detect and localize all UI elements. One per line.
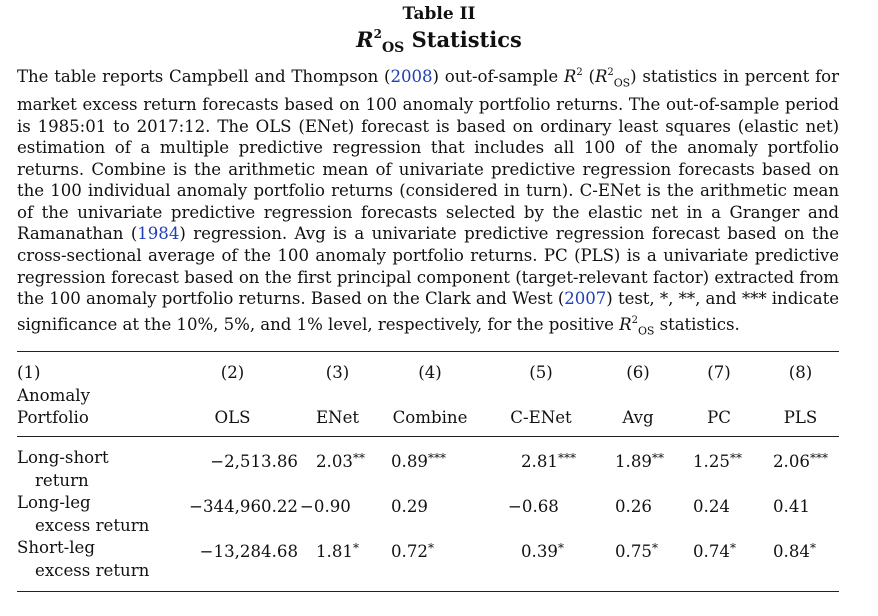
- caption-text: ) out-of-sample: [432, 67, 564, 86]
- r-squared-os-inline: $R^2_{OS}$: [619, 314, 655, 338]
- table-cell: 0.89***: [391, 451, 446, 471]
- column-number: (7): [707, 363, 731, 382]
- table-cell: 0.39*: [521, 541, 564, 561]
- column-header-c-enet: C-ENet: [510, 408, 572, 427]
- table-cell: −0.68: [508, 497, 559, 516]
- r-squared-os-inline: $R^2_{OS}$: [594, 67, 631, 90]
- table-title: [0, 27, 878, 56]
- table-row: [17, 492, 842, 537]
- table-cell: 0.41: [773, 497, 810, 516]
- table-cell: 2.06***: [773, 451, 828, 471]
- column-header-avg: Avg: [622, 408, 654, 427]
- table-cell: −2,513.86: [210, 452, 298, 471]
- table-label: Table II: [402, 4, 476, 24]
- table-cell: −13,284.68: [199, 542, 298, 561]
- stub-header-anomaly: Anomaly: [17, 385, 90, 405]
- statistics-table: [17, 351, 842, 582]
- stub-header-row: [17, 385, 842, 408]
- caption-text: ) statistics in percent for market excess return forecasts based on 100 anomaly portfolio returns. The out-of-sample period is 1985:01 to 2017:12. The OLS (ENet) forecast is based on ordinary least squares (elastic net) estimation of a multiple predictive regression that includes all 100 of the anomaly portfolio returns. Combine is the arithmetic mean of univariate predictive regression forecasts based on the 100 individual anomaly portfolio returns (considered in turn). C-ENet is the arithmetic mean of the univariate predictive regression forecasts selected by the elastic net in a Granger and Ramanathan (: [17, 67, 840, 244]
- row-label: Long-short return: [17, 448, 109, 490]
- title-subscript: OS: [381, 40, 405, 57]
- table-cell: 0.24: [693, 497, 730, 516]
- caption-text: ) test, *, **, and *** indicate significance at the 10%, 5%, and 1% level, respectively, for the positive: [17, 289, 839, 334]
- column-number: (3): [325, 363, 350, 382]
- column-header-enet: ENet: [315, 408, 360, 427]
- table-cell: 0.72*: [391, 541, 434, 561]
- table-cell: 1.25**: [693, 451, 742, 471]
- table-cell: 0.74*: [693, 541, 736, 561]
- table-bottom-rule: [17, 591, 839, 592]
- table-row: [17, 437, 842, 492]
- column-number: (2): [220, 363, 245, 382]
- column-header-pc: PC: [707, 408, 731, 427]
- table-cell: 0.75*: [615, 541, 658, 561]
- table-caption: [17, 62, 839, 342]
- table-cell: 0.26: [615, 497, 652, 516]
- table-row: [17, 537, 842, 582]
- column-number: (6): [626, 363, 650, 382]
- column-header-ols: OLS: [214, 408, 251, 427]
- column-header-combine: Combine: [392, 408, 468, 427]
- column-number: (8): [788, 363, 813, 382]
- table-cell: 1.89**: [615, 451, 664, 471]
- column-number-row: [17, 351, 842, 385]
- table-cell: 0.29: [391, 497, 428, 516]
- column-header-row: [17, 407, 842, 437]
- caption-text: (: [582, 67, 595, 86]
- row-label: Short-leg excess return: [17, 538, 150, 580]
- table-cell: −0.90: [300, 497, 351, 516]
- stub-header-portfolio: Portfolio: [17, 408, 89, 427]
- table-cell: 1.81*: [316, 541, 359, 561]
- r-squared-symbol: R: [356, 27, 374, 52]
- r-squared-inline: $R^2$: [563, 67, 583, 86]
- row-label: Long-leg excess return: [17, 493, 150, 535]
- caption-text: The table reports Campbell and Thompson (: [17, 67, 391, 86]
- caption-text: ) regression. Avg is a univariate predictive regression forecast based on the cross-sectional average of the 100 anomaly portfolio returns. PC (PLS) is a univariate predictive regression forecast based on the first principal component (target-relevant factor) extracted from the 100 anomaly portfolio returns. Based on the Clark and West (: [17, 224, 839, 309]
- citation-link-2007[interactable]: 2007: [564, 289, 607, 309]
- column-number: (5): [529, 363, 553, 382]
- table-header-rule: [17, 436, 839, 437]
- column-number: (4): [418, 363, 442, 382]
- table-cell: 0.84*: [773, 541, 816, 561]
- table-cell: −344,960.22: [189, 497, 298, 516]
- column-number: (1): [17, 363, 41, 382]
- table-cell: 2.81***: [521, 451, 576, 471]
- title-text: Statistics: [411, 27, 522, 52]
- column-header-pls: PLS: [783, 408, 818, 427]
- table-cell: 2.03**: [316, 451, 365, 471]
- citation-link-1984[interactable]: 1984: [137, 224, 180, 244]
- title-superscript: 2: [373, 27, 382, 41]
- citation-link-2008[interactable]: 2008: [390, 67, 433, 86]
- caption-text: statistics.: [654, 314, 740, 334]
